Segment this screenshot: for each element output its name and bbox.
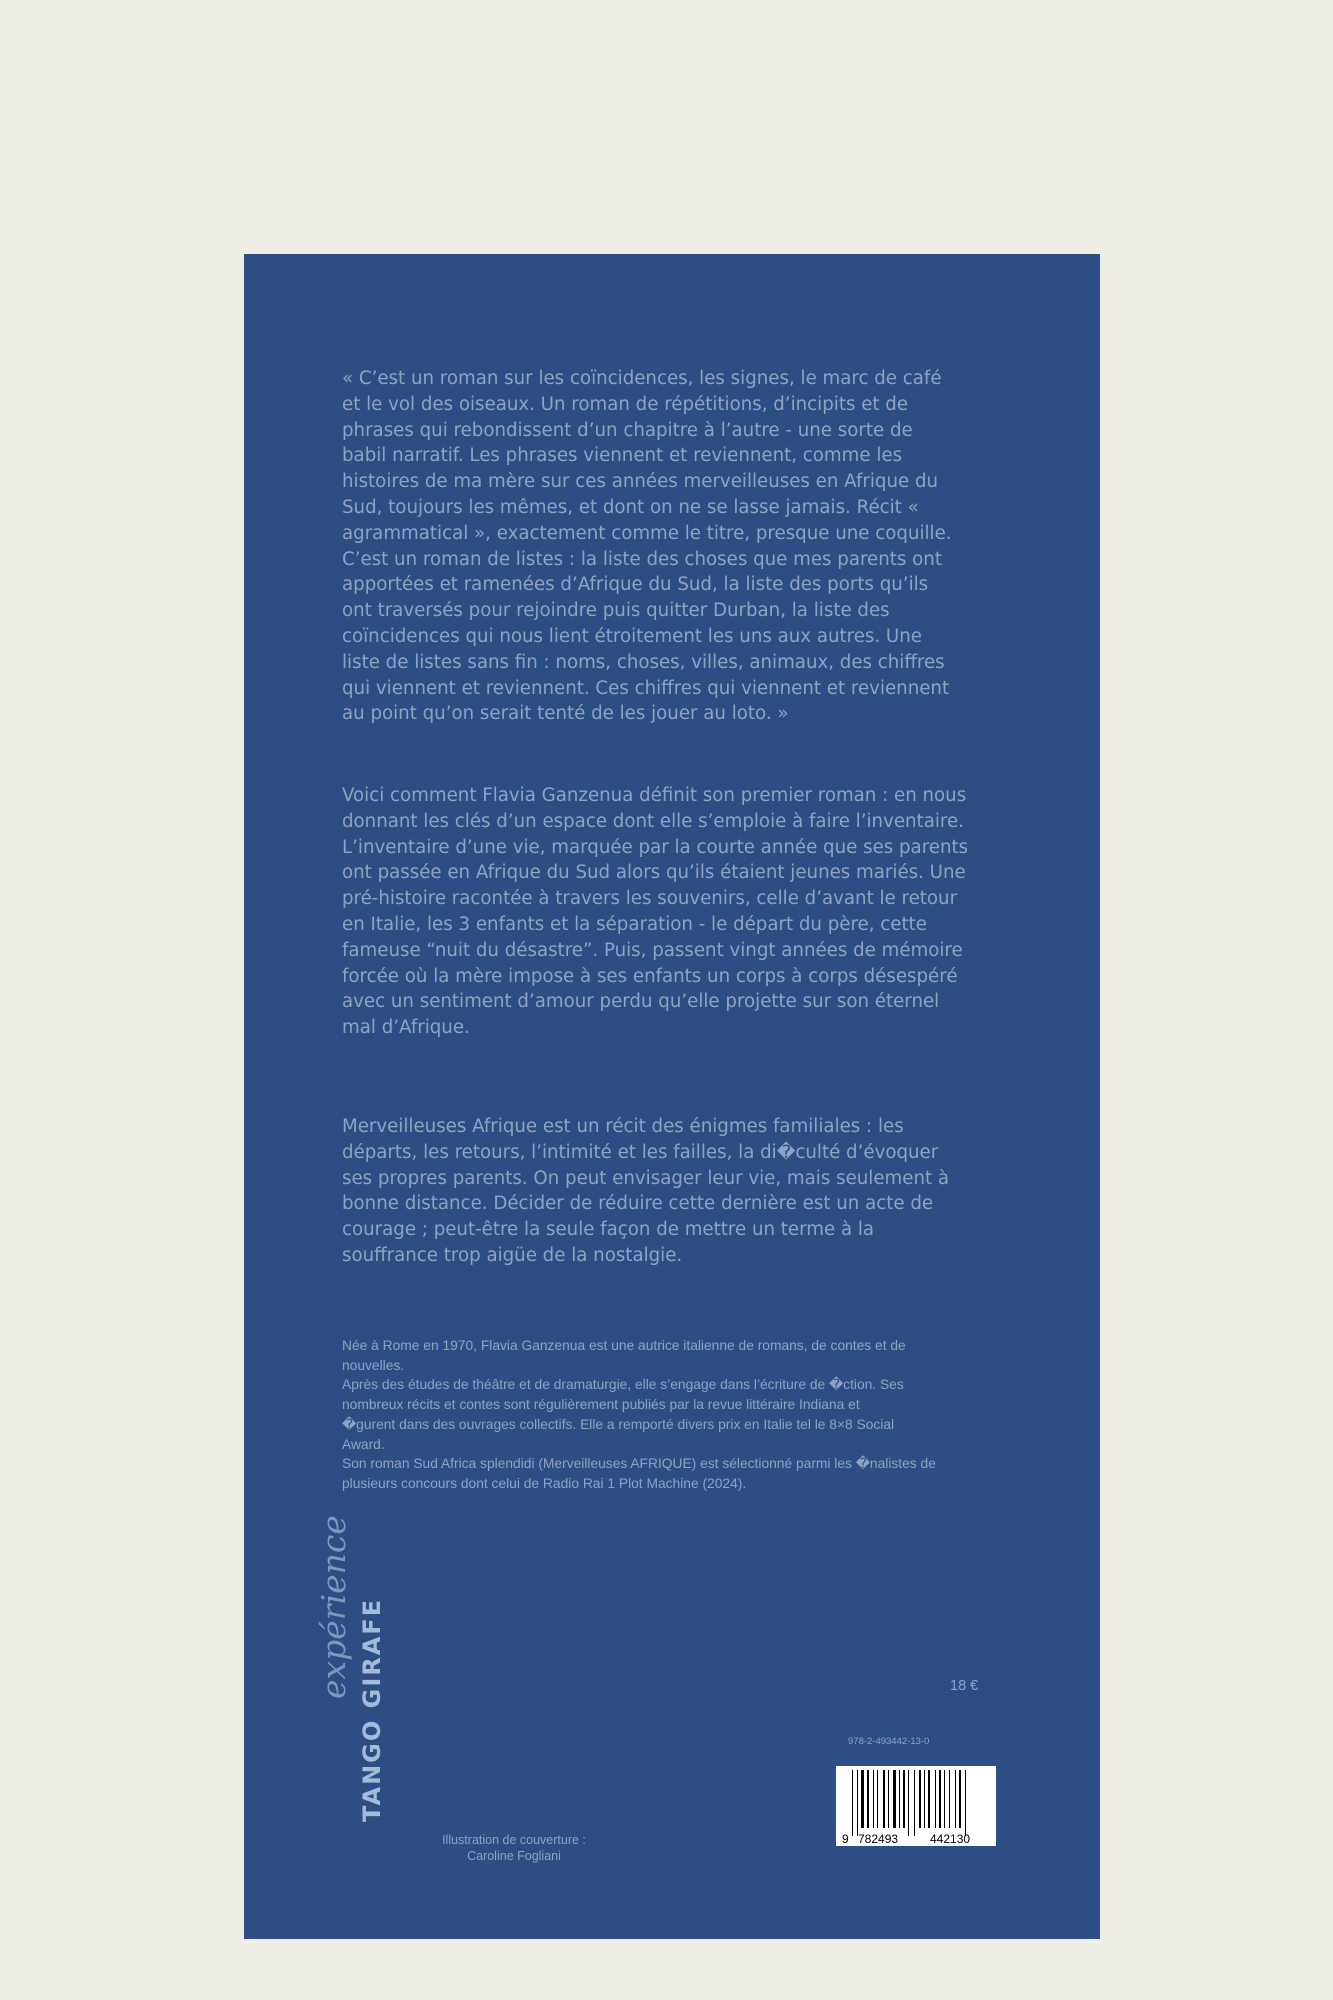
barcode (836, 1766, 996, 1846)
barcode-bar (857, 1770, 858, 1836)
barcode-left-digits: 782493 (858, 1832, 899, 1846)
barcode-bar (883, 1770, 885, 1828)
barcode-bar (924, 1770, 925, 1828)
back-cover-paragraph-2: Voici comment Flavia Ganzenua définit son premier roman : en nous donnant les clés d’un espace dont elle s’emploie à faire l’inventaire. L’inventaire d’une vie, marquée par la courte année que ses parents ont passée en Afrique du Sud alors qu’ils étaient jeunes mariés. Une pré-histoire racontée à travers les souvenirs, celle d’avant le retour en Italie, les 3 enfants et la séparation - le départ du père, cette fameuse “nuit du désastre”. Puis, passent vingt années de mémoire forcée où la mère impose à ses enfants un corps à corps désespéré avec un sentiment d’amour perdu qu’elle projette sur son éternel mal d’Afrique. (342, 785, 969, 1039)
publisher-logo (314, 1515, 394, 1849)
back-cover-quote: « C’est un roman sur les coïncidences, les signes, le marc de café et le vol des oiseaux. Un roman de répétitions, d’incipits et de phrases qui rebondissent d’un chapitre à l’autre - une sorte de babil narratif. Les phrases viennent et reviennent, comme les histoires de ma mère sur ces années merveilleuses en Afrique du Sud, toujours les mêmes, et dont on ne se lasse jamais. Récit « agrammatical », exactement comme le titre, presque une coquille. C’est un roman de listes : la liste des choses que mes parents ont apportées et ramenées d’Afrique du Sud, la liste des ports qu’ils ont traversés pour rejoindre puis quitter Durban, la liste des coïncidences qui nous lient étroitement les uns aux autres. Une liste de listes sans fin : noms, choses, villes, animaux, des chiffres qui viennent et reviennent. Ces chiffres qui viennent et reviennent au point qu’on serait tenté de les jouer au loto. » (342, 368, 952, 725)
barcode-bar (888, 1770, 889, 1828)
book-back-cover (244, 254, 1100, 1939)
barcode-bar (908, 1770, 909, 1836)
barcode-bar (949, 1770, 950, 1828)
barcode-bar (955, 1770, 956, 1828)
barcode-right-digits: 442130 (930, 1832, 971, 1846)
barcode-bar (893, 1770, 896, 1828)
barcode-bar (899, 1770, 900, 1828)
barcode-bar (965, 1770, 966, 1836)
barcode-bar (867, 1770, 869, 1828)
barcode-bar (939, 1770, 941, 1828)
back-cover-paragraph-3: Merveilleuses Afrique est un récit des énigmes familiales : les départs, les retours, l’intimité et les failles, la di�culté d’évoquer ses propres parents. On peut envisager leur vie, mais seulement à bonne distance. Décider de réduire cette dernière est un acte de courage ; peut-être la seule façon de mettre un terme à la souffrance trop aigüe de la nostalgie. (342, 1116, 950, 1266)
illustration-credit-label: Illustration de couverture : (442, 1833, 586, 1847)
price-label: 18 € (950, 1678, 979, 1694)
barcode-bar (959, 1770, 961, 1828)
barcode-graphic (836, 1766, 996, 1846)
illustration-credit (394, 1832, 634, 1864)
barcode-bar (861, 1770, 864, 1828)
publisher-name: TANGO GIRAFE (358, 1597, 386, 1822)
barcode-bar (903, 1770, 905, 1828)
barcode-bar (928, 1770, 930, 1828)
barcode-bar (852, 1770, 853, 1836)
collection-name: expérience (314, 1515, 353, 1699)
illustration-credit-name: Caroline Fogliani (467, 1849, 561, 1863)
barcode-bar (944, 1770, 945, 1828)
author-bio: Née à Rome en 1970, Flavia Ganzenua est une autrice italienne de romans, de contes et de nouvelles. Après des études de théâtre et de dramaturgie, elle s’engage dans l’écriture de �ction. Ses nombreux récits et contes sont régulièrement publiés par la revue littéraire Indiana et �gurent dans des ouvrages collectifs. Elle a remporté divers prix en Italie tel le 8×8 Social Award. Son roman Sud Africa splendidi (Merveilleuses AFRIQUE) est sélectionné parmi les �nalistes de plusieurs concours dont celui de Radio Rai 1 Plot Machine (2024). (342, 1338, 936, 1491)
barcode-first-digit: 9 (842, 1832, 849, 1846)
barcode-bar (914, 1770, 915, 1836)
barcode-bar (873, 1770, 874, 1828)
isbn-number: 978-2-493442-13-0 (848, 1736, 930, 1747)
barcode-bar (877, 1770, 878, 1828)
barcode-bar (919, 1770, 921, 1828)
barcode-bar (935, 1770, 936, 1828)
